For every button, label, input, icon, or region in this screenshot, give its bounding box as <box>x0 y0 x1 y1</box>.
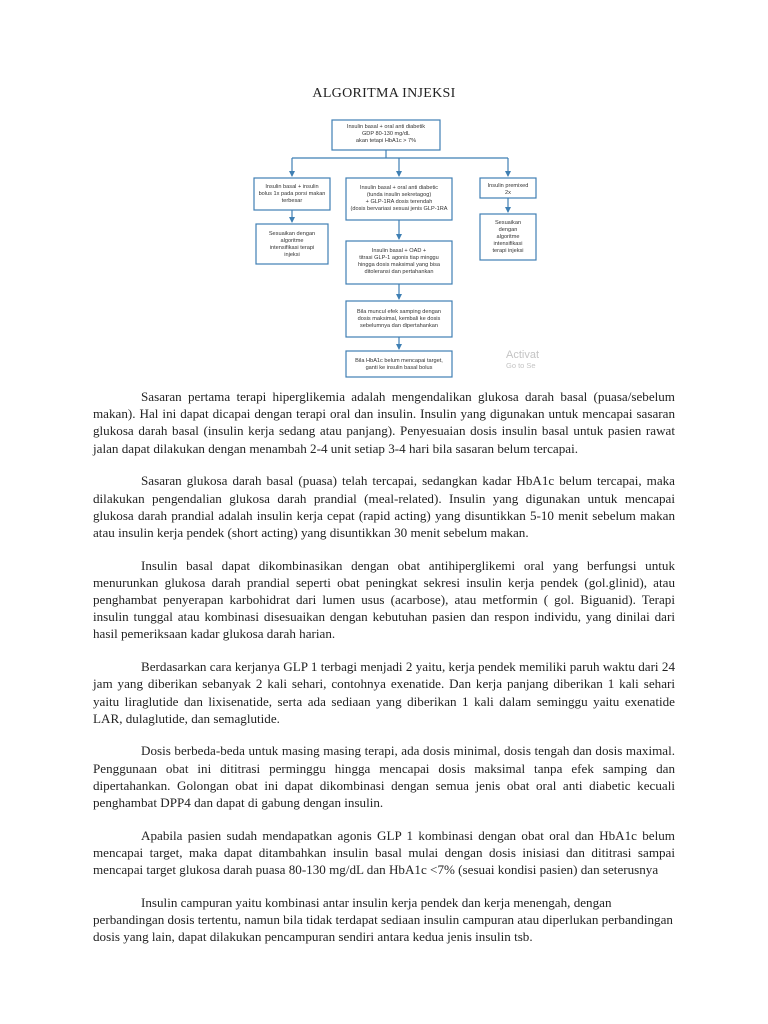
box-step3-line: dosis maksimal, kembali ke dosis <box>357 316 441 322</box>
box-step2-line: ditoleransi dan pertahankan <box>364 269 434 275</box>
flowchart-box-step3 <box>346 301 452 337</box>
box-left-line: terbesar <box>281 198 303 204</box>
flowchart-box-top <box>332 120 440 150</box>
box-step2-line: titrasi GLP-1 agonis tiap minggu <box>359 255 439 261</box>
box-left-sub-line: injeksi <box>284 252 300 258</box>
watermark-line: Activat <box>506 349 540 361</box>
box-step2-line: hingga dosis maksimal yang bisa <box>357 262 441 268</box>
flowchart-box-right <box>480 178 536 198</box>
box-top-line: akan tetapi HbA1c > 7% <box>355 138 417 144</box>
box-right-line: 2x <box>505 190 511 196</box>
paragraph: Apabila pasien sudah mendapatkan agonis GLP 1 kombinasi dengan obat oral dan HbA1c belum mencapai target, maka dapat ditambahkan insulin basal mulai dengan dosis inisiasi dan dititrasi sampai mencapai target glukosa darah puasa 80-130 mg/dL dan HbA1c <7% (sesuai kondisi pasien) dan seterusnya <box>93 827 675 878</box>
flowchart-box-middle <box>346 178 452 220</box>
box-step3-line: sebelumnya dan dipertahankan <box>359 323 439 329</box>
flowchart-diagram <box>248 112 548 384</box>
box-left-sub-line: algoritme <box>280 238 304 244</box>
box-left-line: bolus 1x pada porsi makan <box>258 191 326 197</box>
box-top-line: Insulin basal + oral anti diabetik <box>346 124 426 130</box>
paragraph: Insulin campuran yaitu kombinasi antar insulin kerja pendek dan kerja menengah, dengan perbandingan dosis tertentu, namun bila tidak terdapat sediaan insulin campuran atau diperlukan perbandingan dosis yang lain, dapat dilakukan pencampuran sendiri antara kedua jenis insulin tsb. <box>93 894 673 945</box>
box-left-line: Insulin basal + insulin <box>265 184 319 190</box>
box-left-sub-line: Sesuaikan dengan <box>268 231 316 237</box>
flowchart-box-left <box>254 178 330 210</box>
box-right-sub-line: algoritme <box>496 234 520 240</box>
box-step2-line: Insulin basal + OAD + <box>371 248 427 254</box>
page-title: ALGORITMA INJEKSI <box>312 86 456 101</box>
box-right-sub-line: Sesuaikan <box>494 220 522 226</box>
box-top-line: GDP 80-130 mg/dL <box>361 131 411 137</box>
flowchart-box-right-sub <box>480 214 536 260</box>
box-step4-line: Bila HbA1c belum mencapai target, <box>355 358 443 364</box>
box-middle-line: (dosis bervariasi sesuai jenis GLP-1RA <box>350 206 448 212</box>
box-step4-line: ganti ke insulin basal bolus <box>365 365 433 371</box>
box-right-line: Insulin premixed <box>487 183 529 189</box>
box-middle-line: + GLP-1RA dosis terendah <box>365 199 433 205</box>
box-right-sub-line: dengan <box>498 227 518 233</box>
box-right-sub-line: intensifikasi <box>493 241 523 247</box>
activation-watermark <box>506 350 539 369</box>
box-step3-line: Bila muncul efek samping dengan <box>357 309 441 315</box>
box-middle-line: (tunda insulin sekretagog) <box>366 192 432 198</box>
flowchart-box-step4 <box>346 351 452 377</box>
flowchart-box-step2 <box>346 241 452 284</box>
flowchart-box-left-sub <box>256 224 328 264</box>
body-text <box>93 388 675 961</box>
box-middle-line: Insulin basal + oral anti diabetic <box>359 185 439 191</box>
box-left-sub-line: intensifikasi terapi <box>269 245 315 251</box>
paragraph: Sasaran pertama terapi hiperglikemia adalah mengendalikan glukosa darah basal (puasa/sebelum makan). Hal ini dapat dicapai dengan terapi oral dan insulin. Insulin yang digunakan untuk mencapai sasaran glukosa darah basal (insulin kerja sedang atau panjang). Penyesuaian dosis insulin basal untuk pasien rawat jalan dapat dilakukan dengan menambah 2-4 unit setiap 3-4 hari bila sasaran belum tercapai. <box>93 389 675 456</box>
paragraph: Berdasarkan cara kerjanya GLP 1 terbagi menjadi 2 yaitu, kerja pendek memiliki paruh waktu dari 24 jam yang diberikan sebanyak 2 kali sehari, contohnya exenatide. Dan kerja panjang diberikan 1 kali sehari yaitu liraglutide dan lixisenatide, serta ada sediaan yang diberikan 1 kali dalam seminggu yaitu exenatide LAR, dulaglutide, dan semaglutide. <box>93 659 675 726</box>
paragraph: Insulin basal dapat dikombinasikan dengan obat antihiperglikemi oral yang berfungsi untuk menurunkan glukosa darah prandial seperti obat peningkat sekresi insulin kerja pendek (gol.glinid), atau penghambat penyerapan karbohidrat dari lumen usus (acarbose), atau metformin ( gol. Biguanid). Terapi insulin tunggal atau kombinasi disesuaikan dengan kebutuhan pasien dan respon individu, yang dinilai dari hasil pemeriksaan kadar glukosa darah harian. <box>93 557 675 642</box>
watermark-line: Go to Se <box>506 360 536 370</box>
paragraph: Sasaran glukosa darah basal (puasa) telah tercapai, sedangkan kadar HbA1c belum tercapai, maka dilakukan pengendalian glukosa darah prandial (meal-related). Insulin yang digunakan untuk mencapai glukosa darah prandial adalah insulin kerja cepat (rapid acting) yang disuntikkan 5-10 menit sebelum makan atau insulin kerja pendek (short acting) yang disuntikkan 30 menit sebelum makan. <box>93 473 675 540</box>
paragraph: Dosis berbeda-beda untuk masing masing terapi, ada dosis minimal, dosis tengah dan dosis maximal. Penggunaan obat ini dititrasi perminggu hingga mencapai dosis maksimal tanpa efek samping dan dipertahankan. Golongan obat ini dapat dikombinasi dengan semua jenis obat oral anti diabetic kecuali penghambat DPP4 dan dapat di gabung dengan insulin. <box>93 743 675 811</box>
box-right-sub-line: terapi injeksi <box>492 248 524 254</box>
